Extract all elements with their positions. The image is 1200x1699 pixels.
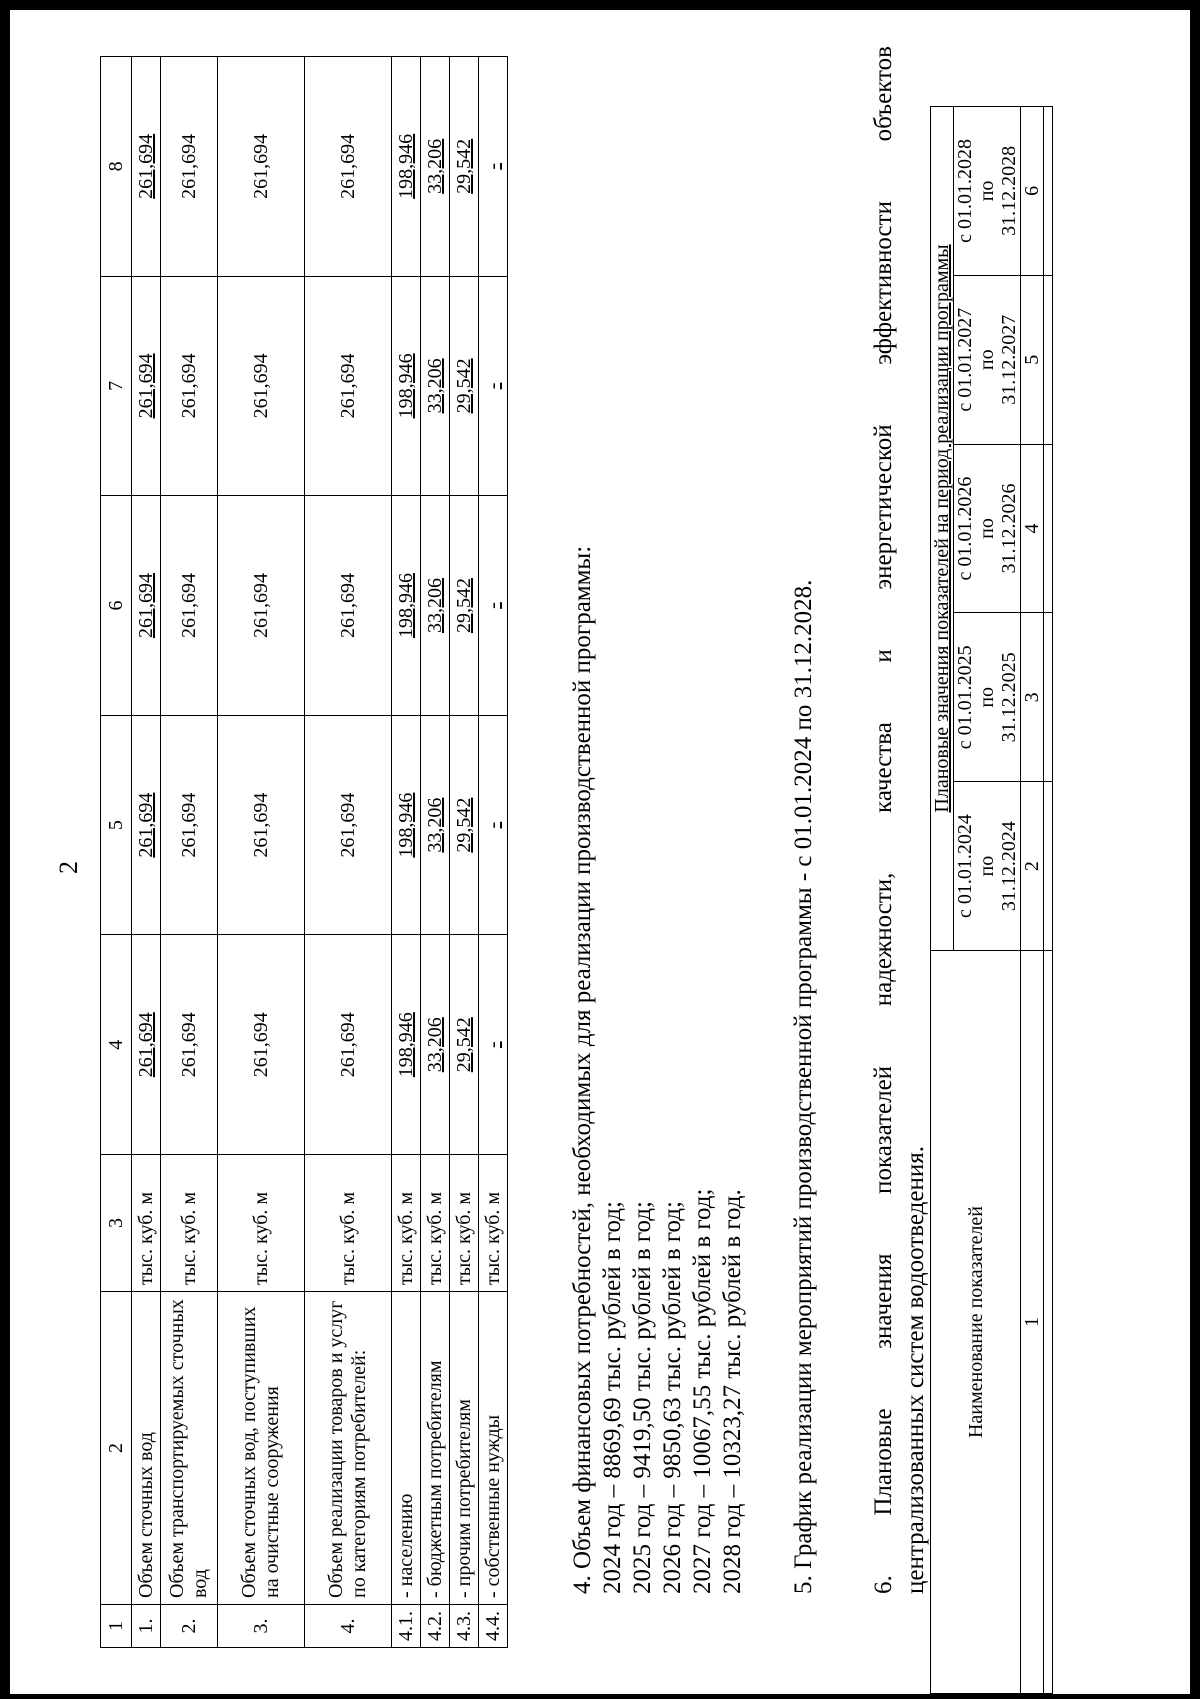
table1-header-cell: 4 — [101, 935, 132, 1155]
table2-period-cell — [954, 613, 1021, 782]
table1-row-unit: тыс. куб. м — [132, 1155, 161, 1292]
table1-header-cell: 1 — [101, 1605, 132, 1648]
table1-value-cell: - — [479, 496, 508, 716]
table1-value-cell: 261,694 — [161, 715, 218, 935]
table1-row-number: 4.2. — [421, 1605, 450, 1648]
table2-name-header: Наименование показателей — [931, 951, 1021, 1694]
table1-value-cell: 261,694 — [132, 276, 161, 496]
table1-value-cell: 261,694 — [161, 935, 218, 1155]
table2-period-to: 31.12.2028 — [998, 145, 1020, 236]
table1-value-cell: 33,206 — [421, 935, 450, 1155]
table1-value-cell: 261,694 — [132, 935, 161, 1155]
table2-empty-cell — [1044, 782, 1053, 951]
section-4-line: 2026 год – 9850,63 тыс. рублей в год; — [659, 1201, 686, 1594]
table1-value-cell: 198,946 — [392, 496, 421, 716]
section-6-word: эффективности — [870, 201, 897, 365]
table1-header-cell: 5 — [101, 715, 132, 935]
table1-row — [218, 57, 305, 1648]
section-4-financial-needs — [568, 546, 748, 1594]
table1-row-name: - бюджетным потребителям — [421, 1292, 450, 1605]
section-6-word: качества — [870, 722, 897, 813]
table1-row-unit: тыс. куб. м — [305, 1155, 392, 1292]
table1-value-cell: 198,946 — [392, 57, 421, 277]
table1-value-cell: 261,694 — [132, 496, 161, 716]
table2-period-from: с 01.01.2024 — [954, 814, 976, 919]
table1-value-cell: 261,694 — [161, 496, 218, 716]
table1-value-cell: 198,946 — [392, 276, 421, 496]
table2-column-number: 3 — [1021, 613, 1044, 782]
table1-value-cell: 33,206 — [421, 276, 450, 496]
table2-group-header: Плановые значения показателей на период реализации программы — [931, 107, 954, 951]
table1-value-cell: 261,694 — [218, 715, 305, 935]
table1-row — [392, 57, 421, 1648]
table1-value-cell: 29,542 — [450, 935, 479, 1155]
table1-row-name: - населению — [392, 1292, 421, 1605]
table2-period-cell — [954, 782, 1021, 951]
section-5-schedule: 5. График реализации мероприятий производственной программы - с 01.01.2024 по 31.12.2028. — [790, 579, 817, 1594]
section-4-line: 2024 год – 8869,69 тыс. рублей в год; — [599, 1201, 626, 1594]
table1-value-cell: 33,206 — [421, 57, 450, 277]
section-6-indicators-heading — [868, 46, 932, 1594]
table2-column-number: 5 — [1021, 275, 1044, 444]
table1-value-cell: 261,694 — [218, 496, 305, 716]
table2-empty-row — [1044, 107, 1053, 1694]
table1-row-number: 2. — [161, 1605, 218, 1648]
table1-value-cell: - — [479, 276, 508, 496]
table2-header-row — [931, 107, 954, 1694]
table1-row-unit: тыс. куб. м — [161, 1155, 218, 1292]
table2-empty-cell — [1044, 444, 1053, 613]
table2-period-from: с 01.01.2026 — [954, 476, 976, 581]
table1-header-cell: 2 — [101, 1292, 132, 1605]
table2-period-po: по — [976, 855, 998, 877]
table1-row — [305, 57, 392, 1648]
table1-value-cell: 198,946 — [392, 715, 421, 935]
table1-value-cell: 261,694 — [218, 935, 305, 1155]
section-6-word: показателей — [870, 1065, 897, 1194]
planned-indicators-table — [930, 106, 1053, 1694]
section-4-line: 2027 год – 10067,55 тыс. рублей в год; — [689, 1188, 716, 1594]
table1-row-unit: тыс. куб. м — [450, 1155, 479, 1292]
rotated-page-content — [10, 10, 1190, 1694]
table1-row-number: 4.4. — [479, 1605, 508, 1648]
table1-value-cell: 261,694 — [161, 57, 218, 277]
table2-period-to: 31.12.2027 — [998, 314, 1020, 405]
table1-value-cell: 198,946 — [392, 935, 421, 1155]
production-volumes-table-body — [101, 57, 508, 1648]
table1-value-cell: - — [479, 715, 508, 935]
table2-empty-cell — [1044, 107, 1053, 276]
table2-period-po: по — [976, 686, 998, 708]
table1-value-cell: 261,694 — [305, 715, 392, 935]
table2-empty-cell — [1044, 275, 1053, 444]
table1-value-cell: 29,542 — [450, 496, 479, 716]
table1-header-row — [101, 57, 132, 1648]
section-6-word: 6. — [870, 1575, 897, 1594]
section-4-line: 2028 год – 10323,27 тыс. рублей в год. — [719, 1189, 746, 1594]
table2-period-from: с 01.01.2028 — [954, 138, 976, 243]
table1-row — [479, 57, 508, 1648]
table1-row-name: - прочим потребителям — [450, 1292, 479, 1605]
table1-value-cell: 261,694 — [161, 276, 218, 496]
table1-value-cell: 261,694 — [305, 496, 392, 716]
table1-value-cell: 261,694 — [218, 276, 305, 496]
table1-row-unit: тыс. куб. м — [479, 1155, 508, 1292]
table2-period-from: с 01.01.2027 — [954, 307, 976, 412]
table1-row — [450, 57, 479, 1648]
production-volumes-table — [100, 56, 508, 1648]
table1-row-unit: тыс. куб. м — [392, 1155, 421, 1292]
section-6-word: энергетической — [870, 424, 897, 590]
page-number: 2 — [54, 861, 83, 874]
table1-row-name: Объем реализации товаров и услуг по категориям потребителей: — [305, 1292, 392, 1605]
table1-row-name: - собственные нужды — [479, 1292, 508, 1605]
section-4-line: 2025 год – 9419,50 тыс. рублей в год; — [629, 1201, 656, 1594]
table1-row-number: 4.3. — [450, 1605, 479, 1648]
section-6-word: и — [870, 649, 897, 663]
table1-value-cell: 261,694 — [305, 57, 392, 277]
table1-header-cell: 6 — [101, 496, 132, 716]
table1-row-number: 1. — [132, 1605, 161, 1648]
table1-row-unit: тыс. куб. м — [421, 1155, 450, 1292]
table1-value-cell: 261,694 — [305, 276, 392, 496]
table2-period-po: по — [976, 180, 998, 202]
table2-column-number: 6 — [1021, 107, 1044, 276]
section-6-line-1 — [868, 46, 900, 1594]
table2-empty-cell — [1044, 613, 1053, 782]
table2-period-po: по — [976, 349, 998, 371]
table1-row-number: 4. — [305, 1605, 392, 1648]
table1-header-cell: 7 — [101, 276, 132, 496]
section-6-word: значения — [870, 1253, 897, 1349]
table2-period-po: по — [976, 518, 998, 539]
table2-period-to: 31.12.2026 — [998, 483, 1020, 574]
table1-row-name: Объем транспортируемых сточных вод — [161, 1292, 218, 1605]
table1-row — [132, 57, 161, 1648]
table2-period-to: 31.12.2024 — [998, 821, 1020, 912]
table1-value-cell: 261,694 — [132, 715, 161, 935]
section-6-line-2: централизованных систем водоотведения. — [902, 1146, 929, 1594]
section-6-word: надежности, — [870, 872, 897, 1007]
table2-period-cell — [954, 444, 1021, 613]
table1-value-cell: - — [479, 57, 508, 277]
document-page — [10, 10, 1190, 1694]
section-4-title: 4. Объем финансовых потребностей, необходимых для реализации производственной программы: — [569, 545, 596, 1594]
table1-row — [421, 57, 450, 1648]
table1-value-cell: - — [479, 935, 508, 1155]
table1-header-cell: 3 — [101, 1155, 132, 1292]
table2-column-number: 2 — [1021, 782, 1044, 951]
table1-header-cell: 8 — [101, 57, 132, 277]
table1-value-cell: 261,694 — [305, 935, 392, 1155]
table1-row-unit: тыс. куб. м — [218, 1155, 305, 1292]
table2-period-cell — [954, 275, 1021, 444]
table1-value-cell: 33,206 — [421, 496, 450, 716]
table1-row-name: Объем сточных вод — [132, 1292, 161, 1605]
table1-value-cell: 29,542 — [450, 57, 479, 277]
table2-column-number: 1 — [1021, 951, 1044, 1694]
table1-value-cell: 33,206 — [421, 715, 450, 935]
table2-numbering-row — [1021, 107, 1044, 1694]
table1-value-cell: 29,542 — [450, 715, 479, 935]
section-6-word: объектов — [870, 46, 897, 142]
table1-row — [161, 57, 218, 1648]
table1-row-number: 3. — [218, 1605, 305, 1648]
section-6-word: Плановые — [870, 1408, 897, 1516]
table2-period-cell — [954, 107, 1021, 276]
table1-row-number: 4.1. — [392, 1605, 421, 1648]
table1-row-name: Объем сточных вод, поступивших на очистные сооружения — [218, 1292, 305, 1605]
table1-value-cell: 261,694 — [218, 57, 305, 277]
table2-period-to: 31.12.2025 — [998, 652, 1020, 743]
table2-column-number: 4 — [1021, 444, 1044, 613]
table2-period-from: с 01.01.2025 — [954, 645, 976, 750]
table1-value-cell: 29,542 — [450, 276, 479, 496]
table2-empty-cell — [1044, 951, 1053, 1694]
table1-value-cell: 261,694 — [132, 57, 161, 277]
